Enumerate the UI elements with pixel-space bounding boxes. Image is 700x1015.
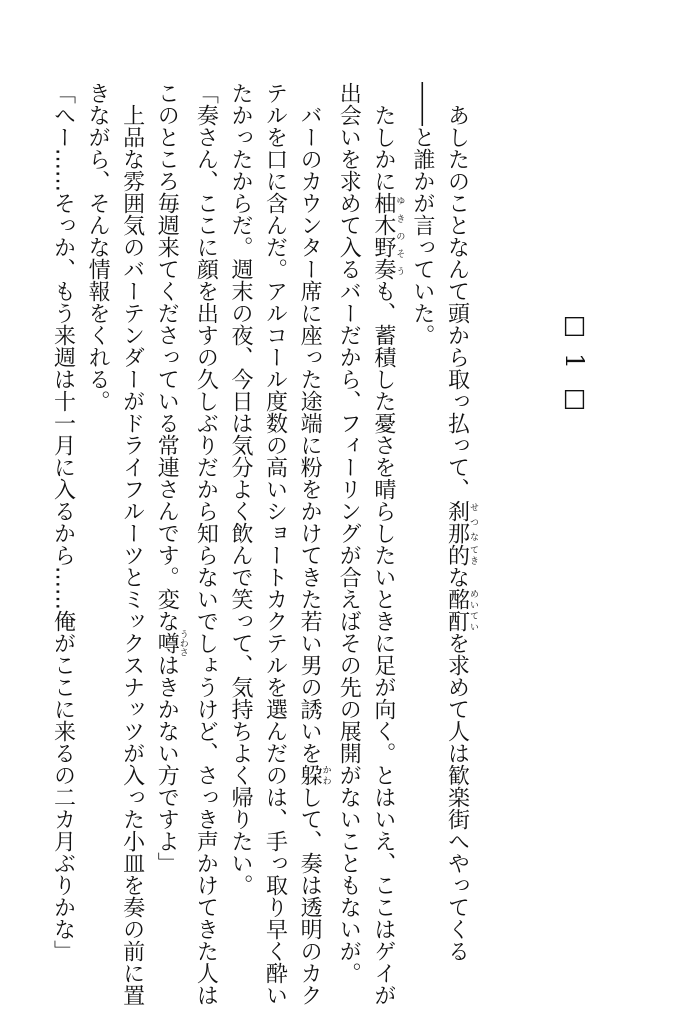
- text-line: [222, 82, 257, 932]
- text-line: [292, 82, 331, 1006]
- text-line: [331, 82, 366, 984]
- text-segment: きながら、そんな情報をくれる。: [85, 82, 111, 412]
- text-line: [114, 82, 149, 1006]
- text-segment: たかったからだ。週末の夜、今日は気分よく飲んで笑って、気持ちよく帰りたい。: [227, 82, 253, 896]
- text-segment: 出会いを求めて入るバーだから、フィーリングが合えばその先の展開がないこともないが。: [336, 82, 362, 984]
- text-segment: テルを口に含んだ。アルコール度数の高いショートカクテルを選んだのは、手っ取り早く酔い: [262, 82, 288, 1006]
- text-segment: 「へー……そっか、もう来週は十一月に入るから……俺がここに来るの二カ月ぶりかな」: [50, 82, 76, 962]
- chapter-heading: □1□: [560, 310, 589, 426]
- text-segment: も、蓄積した憂さを晴らしたいときに足が向く。とはいえ、ここはゲイが: [370, 280, 396, 1006]
- ruby-word: 酩酊めいてい: [444, 588, 478, 632]
- furigana: てき: [468, 544, 478, 566]
- furigana: せつな: [468, 500, 478, 544]
- text-segment: 「奏さん、ここに顔を出すの久しぶりだから知らないでしょうけど、さっき声かけてきた人は: [193, 82, 219, 1006]
- text-segment: たしかに: [370, 104, 396, 192]
- text-line: [188, 82, 223, 1006]
- text-line: [45, 82, 80, 962]
- text-segment: ――と誰かが言っていた。: [409, 82, 435, 346]
- furigana: うわさ: [177, 629, 188, 657]
- text-line: [149, 82, 188, 932]
- text-line: [439, 82, 478, 962]
- text-segment: して、奏は透明のカク: [297, 786, 323, 1006]
- ruby-word: 噂うわさ: [154, 629, 188, 657]
- ruby-word: 的てき: [444, 544, 478, 566]
- text-line: [79, 82, 114, 932]
- body-text: [40, 82, 478, 1006]
- text-segment: あしたのことなんて頭から取っ払って、: [444, 104, 470, 500]
- furigana: ゆきのそう: [394, 192, 405, 280]
- text-line: [257, 82, 292, 1006]
- text-segment: はきかない方ですよ」: [154, 654, 180, 874]
- furigana: かわ: [320, 764, 331, 786]
- text-segment: 上品な雰囲気のバーテンダーがドライフルーツとミックスナッツが入った小皿を奏の前に置: [119, 104, 145, 1006]
- text-segment: バーのカウンター席に座った途端に粉をかけてきた若い男の誘いを: [297, 104, 323, 764]
- furigana: めいてい: [468, 588, 478, 632]
- ruby-word: 刹那せつな: [444, 500, 478, 544]
- text-segment: な: [444, 566, 470, 588]
- text-line: [365, 82, 405, 1006]
- text-segment: を求めて人は歓楽街へやってくる: [444, 632, 470, 962]
- ruby-word: 躱かわ: [297, 764, 331, 786]
- ruby-word: 柚木野奏ゆきのそう: [370, 192, 405, 280]
- text-line: [404, 82, 439, 932]
- text-segment: このところ毎週来てくださっている常連さんです。変な: [154, 82, 180, 632]
